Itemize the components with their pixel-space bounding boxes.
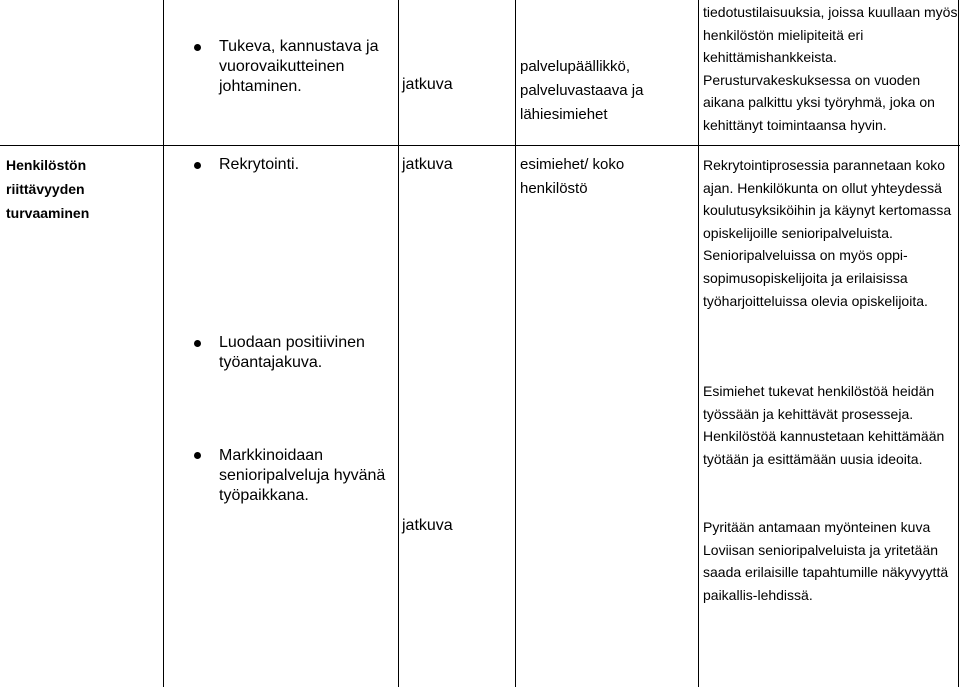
schedule-text: jatkuva: [402, 156, 453, 173]
measure-text: Markkinoidaan senioripalveluja hyvänä työpaikkana.: [219, 447, 386, 504]
responsible-text: palvelupäällikkö, palveluvastaava ja lähiesimiehet: [520, 58, 644, 123]
measure-text: Tukeva, kannustava ja vuorovaikutteinen johtaminen.: [219, 38, 379, 95]
column-divider: [958, 0, 959, 687]
bullet-icon: [194, 44, 201, 51]
schedule-text: jatkuva: [402, 517, 453, 534]
area-heading: Henkilöstön riittävyyden turvaaminen: [6, 157, 90, 221]
follow-up-text: Esimiehet tukevat henkilöstöä heidän työssään ja kehittävät prosesseja. Henkilöstöä kannustetaan kehittämään työtään ja esittämään uusia ideoita.: [703, 383, 945, 467]
column-divider: [698, 0, 699, 687]
measure-text: Luodaan positiivinen työantajakuva.: [219, 334, 365, 371]
schedule-text: jatkuva: [402, 76, 453, 93]
follow-up-text: Pyritään antamaan myönteinen kuva Loviisan senioripalveluista ja yritetään saada erilaisille tapahtumille näkyvyyttä paikallis-lehdissä.: [703, 519, 949, 603]
bullet-icon: [194, 452, 201, 459]
measure-text: Rekrytointi.: [219, 156, 300, 173]
bullet-icon: [194, 162, 201, 169]
column-divider: [163, 0, 164, 687]
follow-up-text: tiedotustilaisuuksia, joissa kuullaan myös henkilöstön mielipiteitä eri kehittämishankkeista. Perusturvakeskuksessa on vuoden aikana palkittu yksi työryhmä, joka on kehittänyt toimintaansa hyvin.: [703, 4, 958, 133]
follow-up-text: Rekrytointiprosessia parannetaan koko ajan. Henkilökunta on ollut yhteydessä koulutusyksiköihin ja käynyt kertomassa opiskelijoille senioripalveluista. Senioripalveluissa on myös oppi-sopimusopiskelijoita ja erilaisissa työharjoitteluissa olevia opiskelijoita.: [703, 157, 952, 309]
row-divider: [0, 145, 960, 146]
responsible-text: esimiehet/ koko henkilöstö: [520, 156, 625, 197]
column-divider: [398, 0, 399, 687]
column-divider: [515, 0, 516, 687]
bullet-icon: [194, 340, 201, 347]
